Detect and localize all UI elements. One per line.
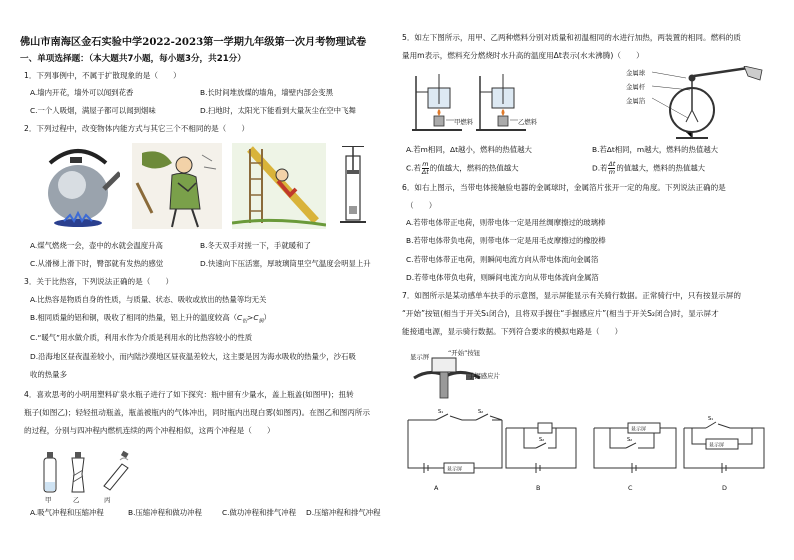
circuit-d — [684, 416, 764, 473]
circuit-c — [594, 423, 676, 473]
question-5-option-c — [406, 161, 519, 176]
figure-label-jia: 甲 — [45, 496, 52, 504]
circuit-a-switch-1: S₁ — [438, 409, 444, 415]
question-4-option-c: C.做功冲程和排气冲程 — [222, 508, 297, 517]
question-5-option-a: A.若m相同，Δt越小，燃料的热值越大 — [406, 145, 532, 154]
question-1-option-a: A.墙内开花，墙外可以闻到花香 — [30, 88, 134, 97]
electroscope-figure — [652, 66, 770, 140]
circuit-d-switch-1: S₁ — [708, 416, 714, 422]
label-metal-ball: 金属球 — [626, 69, 646, 77]
question-5-option-d — [592, 161, 705, 176]
fraction-delta-t-over-m: $\frac{\Delta t}{m}$ — [608, 160, 616, 176]
circuit-a-switch-2: S₂ — [478, 409, 484, 415]
question-3-option-c: C.“暖气”用水做介质，利用水作为介质是利用水的比热容较小的性质 — [30, 333, 253, 342]
fuel-label-jia: 甲燃料 — [454, 118, 474, 126]
question-4-line-3: 的过程，分别与四冲程内燃机连续的两个冲程相似，这两个冲程是（ ） — [24, 426, 275, 435]
question-2-stem: 2．下列过程中，改变物体内能方式与其它三个不相同的是（ ） — [24, 124, 250, 133]
question-4-line-2: 瓶子(如图乙)；轻轻扭动瓶盖，瓶盖被瓶内的气体冲出，同时瓶内出现白雾(如图丙)。在图乙和图丙所示 — [24, 408, 370, 417]
question-3-option-d-cont: 收的热量多 — [30, 370, 67, 379]
question-7-line-2: “开始”按钮(相当于开关S₁闭合)，且将双手握住“手握感应片”(相当于开关S₂闭合)时，显示屏才 — [402, 309, 719, 318]
question-4-option-a: A.吸气冲程和压缩冲程 — [30, 508, 104, 517]
question-4-line-1: 4．喜欢思考的小明用塑料矿泉水瓶子进行了如下探究：瓶中留有少量水，盖上瓶盖(如图甲)；扭转 — [24, 390, 354, 399]
question-6-option-a: A.若带电体带正电荷，则带电体一定是用丝绸摩擦过的玻璃棒 — [406, 218, 606, 227]
question-4-option-b: B.压缩冲程和做功冲程 — [128, 508, 202, 517]
circuit-label-a: A — [434, 484, 439, 492]
question-2-option-c: C.从滑梯上滑下时，臀部就有发热的感觉 — [30, 259, 164, 268]
question-3-option-b-text: B.相同质量的铝和铜，吸收了相同的热量，铝上升的温度较高（ — [30, 313, 237, 322]
fraction-m-over-delta-t: $\frac{m}{\Delta t}$ — [421, 160, 429, 176]
question-5-option-d-prefix: D.若 — [592, 163, 608, 173]
question-4-option-d: D.压缩冲程和排气冲程 — [306, 508, 381, 517]
question-5-option-b: B.若Δt相同，m越大，燃料的热值越大 — [592, 145, 719, 154]
question-5-option-c-suffix: 的值越大，燃料的热值越大 — [429, 163, 519, 173]
question-3-option-b — [30, 313, 271, 326]
label-metal-foil: 金属箔 — [626, 97, 646, 105]
question-2-option-b: B.冬天双手对搓一下，手就暖和了 — [200, 241, 311, 250]
kettle-on-stove-figure — [36, 143, 120, 229]
label-metal-rod: 金属杆 — [626, 83, 646, 91]
rubbing-hands-figure — [132, 143, 222, 229]
question-3-stem: 3．关于比热容，下列说法正确的是（ ） — [24, 277, 174, 286]
question-5-option-c-prefix: C.若 — [406, 163, 421, 173]
circuit-a-display: 显示屏 — [447, 466, 463, 473]
question-1-option-d: D.扫地时，太阳光下能看到大量灰尘在空中飞舞 — [200, 106, 356, 115]
question-5-option-d-suffix: 的值越大，燃料的热值越大 — [616, 163, 706, 173]
question-1-option-b: B.长时间堆放煤的墙角，墙壁内部会变黑 — [200, 88, 334, 97]
exam-title: 佛山市南海区金石实验中学2022-2023第一学期九年级第一次月考物理试卷 — [20, 36, 367, 48]
question-6-line-1: 6．如右上图示，当带电体接触验电器的金属球时，金属箔片张开一定的角度。下列说法正确的是 — [402, 183, 726, 192]
question-6-option-b: B.若带电体带负电荷，则带电体一定是用毛皮摩擦过的橡胶棒 — [406, 236, 606, 245]
question-2-option-a: A.煤气燃烧一会，壶中的水就会温度升高 — [30, 241, 163, 250]
fuel-label-yi: 乙燃料 — [518, 118, 538, 126]
circuit-b-switch-2: S₂ — [539, 437, 545, 443]
label-start-button: “开始”按钮 — [448, 349, 481, 357]
question-1-stem: 1．下列事例中，不属于扩散现象的是（ ） — [24, 71, 181, 80]
question-7-line-3: 能接通电源，显示骑行数据。下列符合要求的模拟电路是（ ） — [402, 327, 623, 336]
section-heading: 一、单项选择题：（本大题共7小题，每小题3分，共21分） — [20, 54, 246, 64]
circuit-label-b: B — [536, 484, 541, 492]
glass-cylinder-piston-figure — [338, 146, 372, 230]
figure-label-yi: 乙 — [73, 496, 80, 504]
circuit-label-c: C — [628, 484, 633, 492]
question-5-line-1: 5．如左下图所示，用甲、乙两种燃料分别对质量和初温相同的水进行加热，两装置的相同。燃料的质 — [402, 33, 741, 42]
circuit-b — [506, 423, 576, 473]
circuit-options-figure — [406, 408, 770, 478]
water-bottles-figure — [42, 446, 132, 496]
question-2-option-d: D.快速向下压活塞，厚玻璃筒里空气温度会明显上升 — [200, 259, 371, 268]
circuit-c-switch-2: S₂ — [627, 437, 633, 443]
specific-heat-comparison: $C_铝>C_铜$ — [236, 313, 264, 325]
question-3-option-a: A.比热容是物质自身的性质，与质量、状态、吸收或放出的热量等均无关 — [30, 295, 267, 304]
circuit-a — [408, 409, 502, 473]
question-6-option-d: D.若带电体带负电荷，则瞬间电流方向从带电体流向金属箔 — [406, 273, 599, 282]
question-3-option-d: D.沿海地区昼夜温差较小，而内陆沙漠地区昼夜温差较大，这主要是因为海水吸收的热量少，沙石吸 — [30, 352, 356, 361]
question-6-line-2: （ ） — [406, 201, 437, 210]
circuit-c-display: 显示屏 — [631, 426, 647, 433]
circuit-d-display: 显示屏 — [709, 442, 725, 449]
question-3-option-b-close: ） — [263, 313, 271, 322]
label-grip-sensor: 手握感应片 — [468, 372, 500, 380]
question-5-line-2: 量用m表示，燃料充分燃烧时水升高的温度用Δt表示(水未沸腾)（ ） — [402, 51, 644, 60]
slide-figure — [232, 143, 326, 229]
question-1-option-c: C.一个人吸烟，满屋子都可以闻到烟味 — [30, 106, 156, 115]
question-7-line-1: 7．如图所示是某动感单车扶手的示意图，显示屏能显示有关骑行数据。正常骑行中，只有按显示屏的 — [402, 291, 741, 300]
label-display-screen: 显示屏 — [410, 353, 430, 361]
circuit-label-d: D — [722, 484, 727, 492]
question-6-option-c: C.若带电体带正电荷，则瞬间电流方向从带电体流向金属箔 — [406, 255, 599, 264]
figure-label-bing: 丙 — [104, 496, 111, 504]
